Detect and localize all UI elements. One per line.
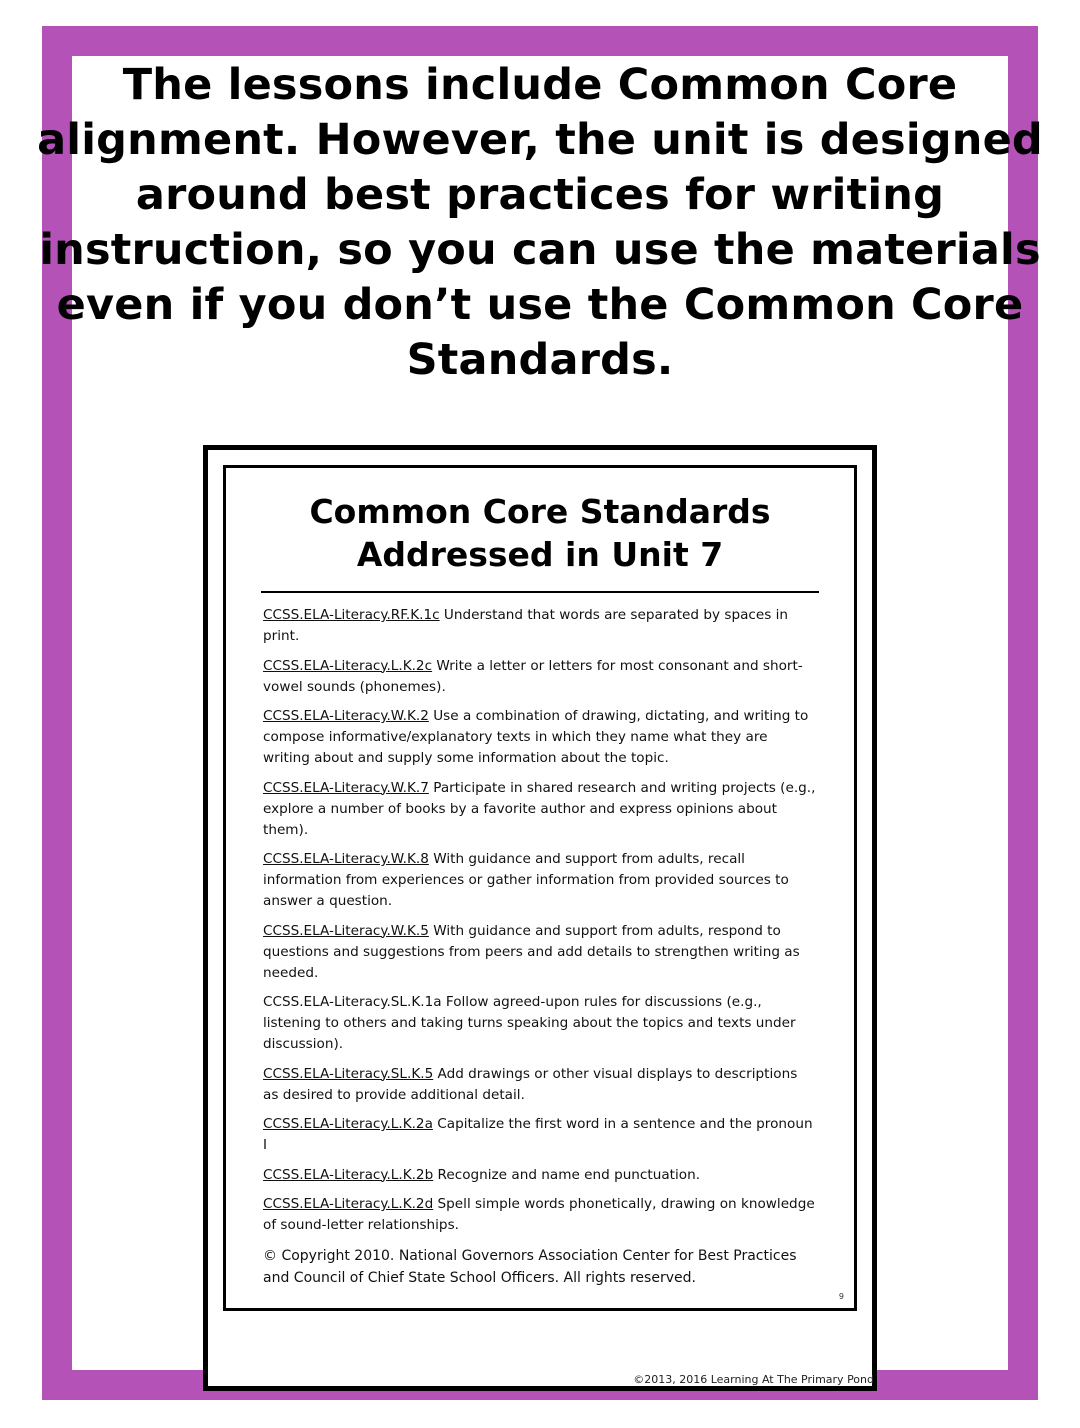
standard-code[interactable]: CCSS.ELA-Literacy.L.K.2d bbox=[263, 1196, 434, 1212]
standard-item bbox=[263, 992, 817, 1055]
standard-code[interactable]: CCSS.ELA-Literacy.W.K.7 bbox=[263, 779, 429, 796]
standard-code[interactable]: CCSS.ELA-Literacy.W.K.2 bbox=[263, 708, 429, 724]
standard-item bbox=[263, 1064, 817, 1106]
standards-list bbox=[263, 605, 817, 1245]
standard-text: Add drawings or other visual displays to descriptions as desired to provide additional detail. bbox=[263, 1065, 798, 1103]
standard-code[interactable]: CCSS.ELA-Literacy.W.K.5 bbox=[263, 922, 429, 939]
copyright-notice: © Copyright 2010. National Governors Association Center for Best Practices and Council of Chief State School Officers. All rights reserved. bbox=[263, 1248, 797, 1286]
standard-text: Write a letter or letters for most consonant and short-vowel sounds (phonemes). bbox=[263, 657, 803, 695]
standard-code: CCSS.ELA-Literacy.SL.K.1a bbox=[263, 994, 442, 1010]
standard-item bbox=[263, 778, 817, 841]
title-divider bbox=[261, 591, 819, 593]
document-title-line-1: Common Core Standards bbox=[309, 492, 771, 531]
footer-credit: ©2013, 2016 Learning At The Primary Pond bbox=[633, 1373, 874, 1386]
standard-item bbox=[263, 1165, 817, 1186]
standard-item bbox=[263, 656, 817, 698]
standard-text: Understand that words are separated by spaces in print. bbox=[263, 607, 789, 644]
standard-text: Participate in shared research and writing projects (e.g., explore a number of books by a favorite author and express opinions about them). bbox=[263, 779, 816, 838]
standard-code[interactable]: CCSS.ELA-Literacy.RF.K.1c bbox=[263, 607, 440, 623]
page-number: 9 bbox=[838, 1292, 844, 1301]
document-title bbox=[226, 490, 854, 576]
document-preview bbox=[223, 465, 857, 1311]
standard-item bbox=[263, 1194, 817, 1236]
standard-text: Capitalize the first word in a sentence and the pronoun I bbox=[263, 1116, 813, 1153]
standard-item bbox=[263, 605, 817, 647]
document-title-line-2: Addressed in Unit 7 bbox=[356, 535, 724, 574]
standard-item bbox=[263, 921, 817, 984]
headline: The lessons include Common Core alignment. However, the unit is designed around best practices for writing instruction, so you can use the materials even if you don’t use the Common Core Standards. bbox=[37, 60, 1043, 385]
standard-text: Follow agreed-upon rules for discussions (e.g., listening to others and taking turns speaking about the topics and texts under discussion). bbox=[263, 994, 796, 1052]
standard-code[interactable]: CCSS.ELA-Literacy.L.K.2b bbox=[263, 1166, 434, 1183]
standard-code[interactable]: CCSS.ELA-Literacy.W.K.8 bbox=[263, 851, 429, 867]
standard-code[interactable]: CCSS.ELA-Literacy.SL.K.5 bbox=[263, 1065, 434, 1082]
standard-code[interactable]: CCSS.ELA-Literacy.L.K.2c bbox=[263, 657, 433, 674]
standard-text: With guidance and support from adults, recall information from experiences or gather information from provided sources to answer a question. bbox=[263, 851, 789, 909]
standard-text: Spell simple words phonetically, drawing on knowledge of sound-letter relationships. bbox=[263, 1196, 815, 1233]
standard-item bbox=[263, 1114, 817, 1156]
standard-item bbox=[263, 706, 817, 769]
standard-code[interactable]: CCSS.ELA-Literacy.L.K.2a bbox=[263, 1116, 433, 1132]
standard-text: With guidance and support from adults, respond to questions and suggestions from peers and add details to strengthen writing as needed. bbox=[263, 922, 800, 981]
standard-text: Use a combination of drawing, dictating, and writing to compose informative/explanatory texts in which they name what they are writing about and supply some information about the topic. bbox=[263, 708, 809, 766]
standard-item bbox=[263, 849, 817, 912]
standard-text: Recognize and name end punctuation. bbox=[433, 1166, 701, 1183]
